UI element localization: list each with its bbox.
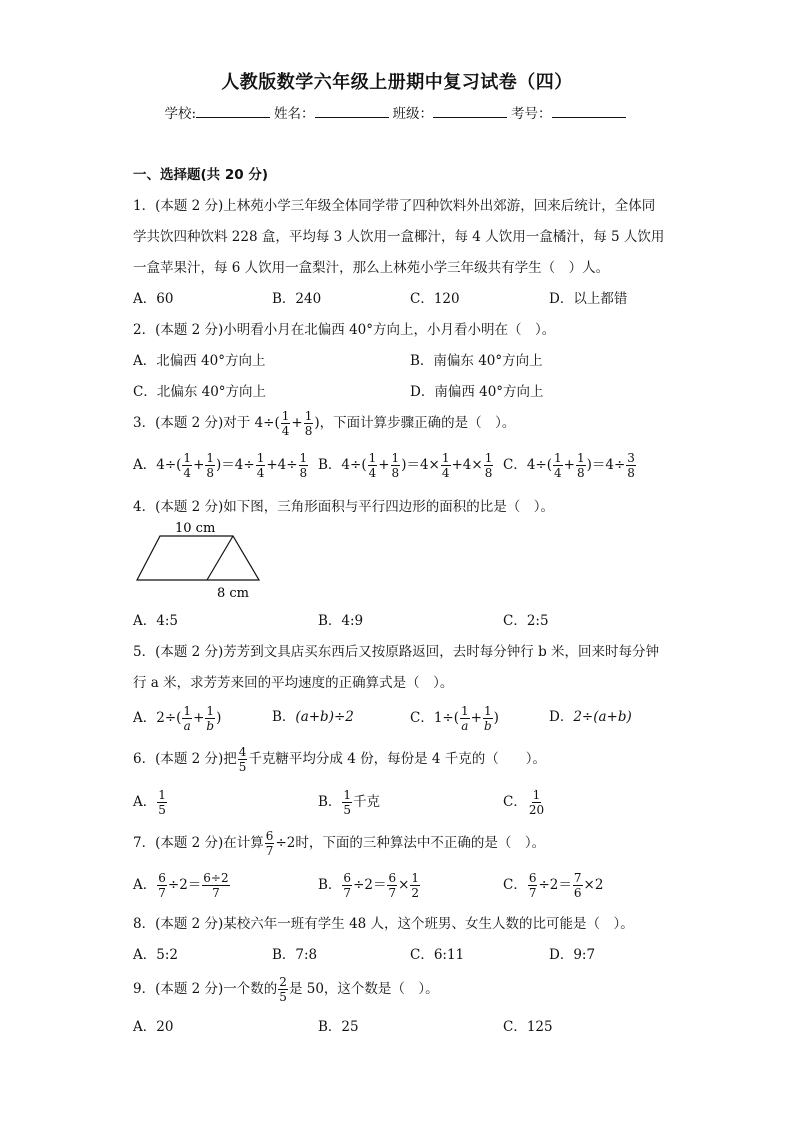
q6-stem: 6．(本题 2 分)把 $\frac{4}{5}$ 千克糖平均分成 4 份，每份是 4 千克的（ ）。	[133, 745, 547, 774]
q8-stem: 8．(本题 2 分)某校六年一班有学生 48 人，这个班男、女生人数的比可能是（ ）。	[133, 916, 634, 932]
q4-option-a: A．4:5	[133, 613, 178, 629]
q5-option-a: A．2÷( $\frac{1}{a}$ + $\frac{1}{b}$ )	[133, 704, 222, 733]
q4-stem: 4．(本题 2 分)如下图，三角形面积与平行四边形的面积的比是（ ）。	[133, 499, 555, 515]
q3-option-a: A．4÷( $\frac{1}{4}$ + $\frac{1}{8}$ )＝4÷ $\frac{1}{4}$ +4÷ $\frac{1}{8}$	[133, 451, 308, 480]
q8-option-a: A．5:2	[133, 947, 178, 963]
number-label: 考号：	[511, 106, 552, 122]
q1-line2: 学共饮四种饮料 228 盒，平均每 3 人饮用一盒椰汁，每 4 人饮用一盒橘汁，每 5 人饮用	[133, 229, 665, 245]
q1-line1: 1．(本题 2 分)上林苑小学三年级全体同学带了四种饮料外出郊游，回来后统计，全体同	[133, 198, 656, 214]
bottom-length-label: 8 cm	[217, 586, 250, 601]
q2-stem: 2．(本题 2 分)小明看小月在北偏西 40°方向上，小月看小明在（ ）。	[133, 322, 556, 338]
student-info-line	[0, 102, 794, 122]
q6-option-a: A． $\frac{1}{5}$	[133, 788, 166, 817]
parallelogram-figure	[133, 518, 273, 602]
q2-option-d: D．南偏西 40°方向上	[410, 384, 544, 400]
q6-option-c: C． $\frac{1}{20}$	[503, 788, 545, 817]
number-blank	[552, 105, 626, 118]
q5-option-d: D．2÷(a+b)	[549, 709, 632, 725]
school-blank	[196, 105, 270, 118]
q5-option-b: B．(a+b)÷2	[272, 709, 354, 725]
q1-option-a: A．60	[133, 291, 174, 307]
q8-option-d: D．9:7	[549, 947, 596, 963]
parallelogram-shape	[137, 536, 259, 580]
class-blank	[433, 105, 507, 118]
frac-1-4: $\frac{1}{4}$	[281, 409, 290, 438]
q1-option-d: D．以上都错	[549, 291, 628, 307]
q7-option-a: A． $\frac{6}{7}$ ÷2＝ $\frac{6\div 2}{7}$	[133, 871, 229, 900]
q1-option-b: B．240	[272, 291, 322, 307]
q4-option-b: B．4:9	[318, 613, 364, 629]
q5-option-c: C．1÷( $\frac{1}{a}$ + $\frac{1}{b}$ )	[410, 704, 499, 733]
frac-1-8: $\frac{1}{8}$	[304, 409, 313, 438]
q2-option-b: B．南偏东 40°方向上	[410, 353, 543, 369]
q7-option-c: C． $\frac{6}{7}$ ÷2＝ $\frac{7}{6}$ ×2	[503, 871, 604, 900]
q5-line1: 5．(本题 2 分)芳芳到文具店买东西后又按原路返回，去时每分钟行 b 米，回来时每分钟	[133, 644, 660, 660]
q7-stem: 7．(本题 2 分)在计算 $\frac{6}{7}$ ÷2时，下面的三种算法中不正确的是（ ）。	[133, 829, 546, 858]
frac-6-7: $\frac{6}{7}$	[265, 829, 274, 858]
q1-option-c: C．120	[410, 291, 460, 307]
q5-line2: 行 a 米，求芳芳来回的平均速度的正确算式是（ ）。	[133, 675, 454, 691]
school-label: 学校:	[164, 106, 197, 122]
q2-option-a: A．北偏西 40°方向上	[133, 353, 266, 369]
q8-option-c: C．6:11	[410, 947, 465, 963]
q9-option-a: A．20	[133, 1019, 174, 1035]
frac-4-5: $\frac{4}{5}$	[238, 745, 247, 774]
q4-option-c: C．2:5	[503, 613, 549, 629]
q8-option-b: B．7:8	[272, 947, 318, 963]
frac-2-5: $\frac{2}{5}$	[279, 975, 287, 1004]
q3-option-c: C．4÷( $\frac{1}{4}$ + $\frac{1}{8}$ )＝4÷ $\frac{3}{8}$	[503, 451, 635, 480]
q1-line3: 一盒苹果汁，每 6 人饮用一盒梨汁，那么上林苑小学三年级共有学生（ ）人。	[133, 260, 610, 276]
q6-option-b: B． $\frac{1}{5}$ 千克	[318, 788, 381, 817]
name-blank	[315, 105, 389, 118]
triangle-divider-line	[207, 536, 233, 580]
q3-option-b: B．4÷( $\frac{1}{4}$ + $\frac{1}{8}$ )＝4× $\frac{1}{4}$ +4× $\frac{1}{8}$	[318, 451, 493, 480]
top-length-label: 10 cm	[175, 521, 216, 536]
section-heading: 一、选择题(共 20 分)	[133, 167, 269, 183]
q9-stem: 9．(本题 2 分)一个数的 $\frac{2}{5}$ 是 50，这个数是（ ）。	[133, 975, 439, 1004]
page-title: 人教版数学六年级上册期中复习试卷（四）	[221, 72, 573, 93]
class-label: 班级：	[392, 106, 434, 122]
q7-option-b: B． $\frac{6}{7}$ ÷2＝ $\frac{6}{7}$ × $\frac{1}{2}$	[318, 871, 420, 900]
q2-option-c: C．北偏东 40°方向上	[133, 384, 267, 400]
name-label: 姓名：	[274, 106, 315, 122]
q9-option-b: B．25	[318, 1019, 359, 1035]
q9-option-c: C．125	[503, 1019, 553, 1035]
q3-stem: 3．(本题 2 分)对于 4÷( $\frac{1}{4}$ + $\frac{1}{8}$ )，下面计算步骤正确的是（ ）。	[133, 409, 516, 438]
